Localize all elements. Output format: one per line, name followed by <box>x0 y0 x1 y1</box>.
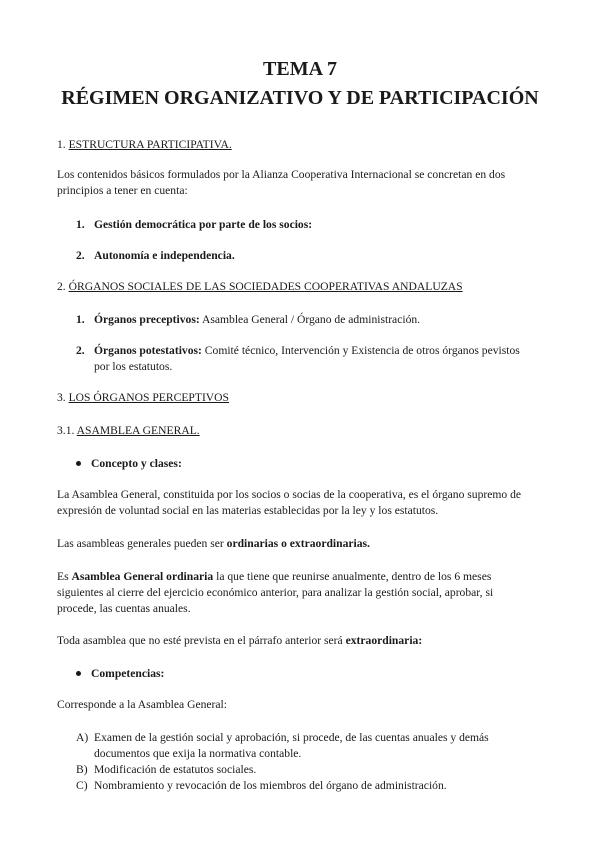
section-3-1-number: 3.1. <box>57 424 77 437</box>
paragraph-line: Corresponde a la Asamblea General: <box>57 698 227 711</box>
paragraph-line: Es Asamblea General ordinaria la que tiene que reunirse anualmente, dentro de los 6 meses <box>57 570 492 583</box>
document-title-line1: TEMA 7 <box>263 58 337 80</box>
lettered-item: C) Nombramiento y revocación de los miembros del órgano de administración. <box>76 779 447 792</box>
section-3-heading <box>57 391 229 404</box>
paragraph-line: Toda asamblea que no esté prevista en el párrafo anterior será extraordinaria: <box>57 634 423 647</box>
bullet-item: Competencias: <box>76 666 164 683</box>
section-1-intro-line1: Los contenidos básicos formulados por la Alianza Cooperativa Internacional se concretan en dos <box>57 168 506 181</box>
section-3-number: 3. <box>57 391 69 404</box>
list-item: 1. Órganos preceptivos: Asamblea General / Órgano de administración. <box>76 313 421 326</box>
section-3-1-heading <box>57 424 200 437</box>
section-1-number: 1. <box>57 138 69 151</box>
section-2-title: ÓRGANOS SOCIALES DE LAS SOCIEDADES COOPERATIVAS ANDALUZAS <box>68 280 463 293</box>
section-3-1-title: ASAMBLEA GENERAL. <box>76 424 200 437</box>
paragraph-line: Las asambleas generales pueden ser ordinarias o extraordinarias. <box>57 537 370 550</box>
list-item: 2. Órganos potestativos: Comité técnico, Intervención y Existencia de otros órganos pevistos <box>76 344 520 357</box>
lettered-item: B) Modificación de estatutos sociales. <box>76 763 257 776</box>
paragraph-line: expresión de voluntad social en las materias establecidas por la ley y los estatutos. <box>57 504 439 517</box>
section-1-intro-line2: principios a tener en cuenta: <box>57 184 188 197</box>
paragraph-line: procede, las cuentas anuales. <box>57 602 191 615</box>
section-3-title: LOS ÓRGANOS PERCEPTIVOS <box>68 391 229 404</box>
section-1-heading <box>57 138 232 151</box>
section-2-heading <box>57 280 463 293</box>
lettered-item-continuation: documentos que exija la normativa contable. <box>94 747 302 760</box>
bullet-item: Concepto y clases: <box>76 456 182 473</box>
bullet-dot-icon <box>76 671 81 676</box>
lettered-item: A) Examen de la gestión social y aprobación, si procede, de las cuentas anuales y demás <box>76 731 489 744</box>
list-item-continuation: por los estatutos. <box>94 360 173 373</box>
list-item: 2. Autonomía e independencia. <box>76 249 235 262</box>
document-title-line2: RÉGIMEN ORGANIZATIVO Y DE PARTICIPACIÓN <box>61 87 539 109</box>
bullet-dot-icon <box>76 461 81 466</box>
paragraph-line: siguientes al cierre del ejercicio económico anterior, para analizar la gestión social, aprobar, si <box>57 586 494 599</box>
section-2-number: 2. <box>57 280 69 293</box>
list-item: 1. Gestión democrática por parte de los socios: <box>76 218 313 231</box>
section-1-title: ESTRUCTURA PARTICIPATIVA. <box>68 138 232 151</box>
paragraph-line: La Asamblea General, constituida por los socios o socias de la cooperativa, es el órgano supremo de <box>57 488 522 501</box>
